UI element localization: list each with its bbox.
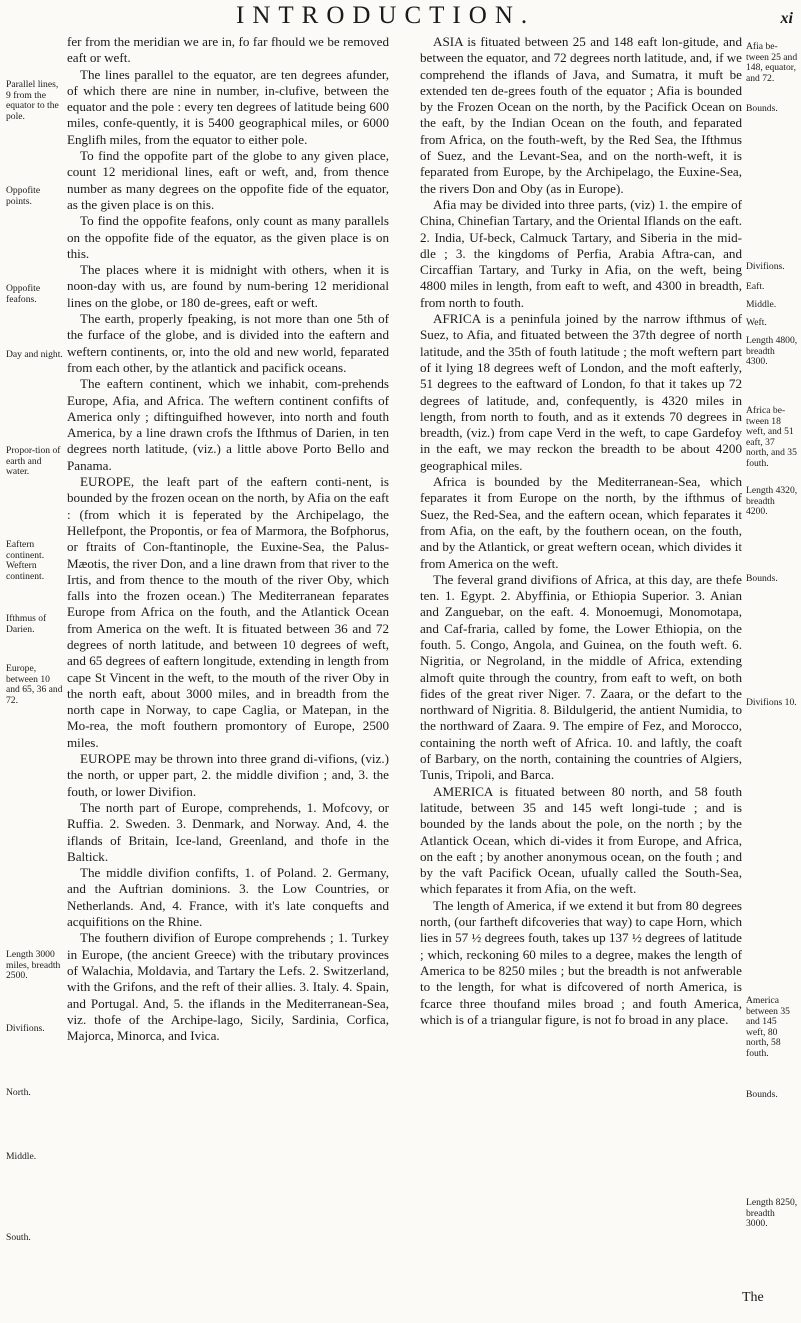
margin-note: Europe, between 10 and 65, 36 and 72. bbox=[6, 663, 63, 706]
paragraph: The fouthern divifion of Europe comprehends ; 1. Turkey in Europe, (the ancient Greece) with the tributary provinces of Walachia, Moldavia, and Tartary the Lefs. 2. Switzerland, with the Grifons, and the reft of their allies. 3. Italy. 4. Spain, and Portugal. And, 5. the iflands in the Mediterranean-Sea, viz. thofe of the Archipe-lago, Sicily, Sardinia, Corfica, Majorca, Minorca, and Ivica. bbox=[67, 930, 389, 1044]
margin-note: Middle. bbox=[746, 299, 777, 310]
margin-note: Weft. bbox=[746, 317, 767, 328]
paragraph: EUROPE may be thrown into three grand di-vifions, (viz.) the north, or upper part, 2. the middle divifion ; and, 3. the fouth, or lower Divifion. bbox=[67, 751, 389, 799]
margin-note: Afia be-tween 25 and 148, equator, and 72. bbox=[746, 41, 798, 84]
paragraph: AFRICA is a peninfula joined by the narrow ifthmus of Suez, to Afia, and fituated between the 37th degree of north latitude, and the 35th of fouth latitude ; the moft weftern part of it lying 18 degrees weft of London, and the moft eafterly, 51 degrees to the eaftward of London, fo that it takes up 72 degrees of latitude, and, confequently, is 4320 miles in length, from north to fouth, and as it extends 70 degrees in breadth, (viz.) from cape Verd in the weft, to cape Gardefoy in the eaft, we may reckon the breadth to be about 4200 geographical miles. bbox=[420, 311, 742, 473]
margin-note: Length 4800, breadth 4300. bbox=[746, 335, 798, 367]
running-title: INTRODUCTION. bbox=[236, 2, 536, 29]
paragraph: Africa is bounded by the Mediterranean-Sea, which feparates it from Europe on the north, by the ifthmus of Suez, the Red-Sea, and the eaftern ocean, which feparates it from Afia, on the eaft, by the fouthern ocean, on the fouth, and by the Atlantick, or great weftern ocean, which divides it from America on the weft. bbox=[420, 474, 742, 571]
margin-note: Bounds. bbox=[746, 103, 778, 114]
margin-note: Length 3000 miles, breadth 2500. bbox=[6, 949, 61, 981]
margin-note: Eaftern continent. Weftern continent. bbox=[6, 539, 45, 582]
margin-note: Divifions. bbox=[6, 1023, 45, 1034]
paragraph: The places where it is midnight with others, when it is noon-day with us, are found by num-bering 12 meridional lines on the globe, or 180 de-grees, eaft or weft. bbox=[67, 262, 389, 310]
margin-note: America between 35 and 145 weft, 80 north, 58 fouth. bbox=[746, 995, 790, 1059]
margin-note: Day and night. bbox=[6, 349, 63, 360]
margin-note: Ifthmus of Darien. bbox=[6, 613, 47, 635]
margin-note: Oppofite points. bbox=[6, 185, 41, 207]
paragraph: ASIA is fituated between 25 and 148 eaft lon-gitude, and between the equator, and 72 degrees north latitude, and, if we comprehend the iflands of Java, and Sumatra, it muft be extended ten de-grees fouth of the equator ; Afia is bounded by the Frozen Ocean on the north, by the Pacifick Ocean on the eaft, by the Indian Ocean on the fouth, and feparated from Africa, on the fouth-weft, by the Red Sea, the Ifthmus of Suez, and the Levant-Sea, and on the north-weft, it is feparated from Europe, by the Archipelago, the Euxine-Sea, the rivers Don and Oby (as in Europe). bbox=[420, 34, 742, 196]
margin-note: Eaft. bbox=[746, 281, 765, 292]
paragraph: Afia may be divided into three parts, (viz) 1. the empire of China, Chinefian Tartary, and the Oriental Iflands on the eaft. 2. India, Uf-beck, Calmuck Tartary, and Siberia in the mid-dle ; 3. the kingdoms of Perfia, Arabia Aftra-can, and Circaffian Tartary, and Turky in Afia, on the weft, being 4800 miles in length, from eaft to weft, and 4300 in breadth, from north to fouth. bbox=[420, 196, 742, 310]
paragraph: The length of America, if we extend it but from 80 degrees north, (our fartheft difcoveries that way) to cape Horn, which lies in 57 ½ degrees fouth, takes up 137 ½ degrees of latitude ; which, reckoning 60 miles to a degree, makes the length of America to be 8250 miles ; but the breadth is not anfwerable to the length, for what is difcovered of north America, is fcarce three thoufand miles broad ; and fouth America, which is of a triangular figure, is not fo broad in any place. bbox=[420, 897, 742, 1027]
paragraph: The earth, properly fpeaking, is not more than one 5th of the furface of the globe, and is divided into the eaftern and weftern continents, or, into the old and new world, feparated from each other, by the atlantick and pacifick oceans. bbox=[67, 311, 389, 375]
margin-note: Length 8250, breadth 3000. bbox=[746, 1197, 798, 1229]
paragraph: To find the oppofite part of the globe to any given place, count 12 meridional lines, eaft or weft, and, from thence number as many degrees on the oppofite fide of the equator, as the given place is on this. bbox=[67, 148, 389, 212]
paragraph: EUROPE, the leaft part of the eaftern conti-nent, is bounded by the frozen ocean on the north, by Afia on the eaft : (from which it is feperated by the Archipelago, the Hellefpont, the Propontis, or fea of Marmora, the Bofphorus, or ftraits of Con-ftantinople, the Euxine-Sea, the Palus-Mæotis, the river Don, and a line drawn from that river to the Irtis, and from thence to the mouth of the river Oby, which falls into the frozen ocean.) The Mediterranean feparates Europe from Africa on the fouth, and the Atlantick Ocean from America on the weft. It is fituated between 36 and 72 degrees of north latitude, and between 10 degrees of weft, and 65 degrees of eaftern longitude, extending in length from cape St Vincent in the weft, to the mouth of the river Oby in the north eaft, about 3000 miles, and in breadth from the north cape in Norway, to cape Caglia, or Matepan, in the Mo-rea, the moft fouthern promontory of Europe, 2500 miles. bbox=[67, 474, 389, 750]
paragraph: The feveral grand divifions of Africa, at this day, are thefe ten. 1. Egypt. 2. Abyffinia, or Ethiopia Superior. 3. Anian and Zanguebar, on the eaft. 4. Monoemugi, Monomotapa, and Caf-fraria, called by fome, the Lower Ethiopia, on the fouth. 5. Congo, Angola, and Guinea, on the fouth weft. 6. Nigritia, or Negroland, in the middle of Africa, extending almoft quite through the country, from eaft to weft, on both fides of the great river Niger. 7. Zaara, or the defart to the northward of Nigritia. 8. Bildulgerid, the antient Numidia, to the northward of Zaara. 9. The empire of Fez, and Morocco, containing the north weft of Africa. 10. and laftly, the coaft of Barbary, on the north, containing the countries of Algiers, Tunis, Tripoli, and Barca. bbox=[420, 571, 742, 783]
paragraph: The middle divifion confifts, 1. of Poland. 2. Germany, and the Auftrian dominions. 3. the Low Countries, or Netherlands. And, 4. France, with it's late conquefts and acquifitions on the Rhine. bbox=[67, 865, 389, 930]
left-column bbox=[67, 34, 389, 1044]
margin-note: North. bbox=[6, 1087, 31, 1098]
right-column bbox=[420, 34, 742, 1028]
margin-note: Africa be-tween 18 weft, and 51 eaft, 37 north, and 35 fouth. bbox=[746, 405, 797, 469]
margin-note: Bounds. bbox=[746, 573, 778, 584]
paragraph: The eaftern continent, which we inhabit, com-prehends Europe, Afia, and Africa. The weftern continent confifts of America only ; diftinguifhed however, into north and fouth America, by a line drawn crofs the Ifthmus of Darien, in ten degrees north latitude, (viz.) a little above Porto Bello and Panama. bbox=[67, 376, 389, 473]
paragraph: The lines parallel to the equator, are ten degrees afunder, of which there are nine in number, in-clufive, between the equator and the pole : every ten degrees of latitude being 600 miles, confe-quently, it is 5400 geographical miles, or 6000 Englifh miles, from the equator to either pole. bbox=[67, 66, 389, 147]
margin-note: Length 4320, breadth 4200. bbox=[746, 485, 798, 517]
margin-note: Divifions. bbox=[746, 261, 785, 272]
margin-note: Middle. bbox=[6, 1151, 37, 1162]
margin-note: Divifions 10. bbox=[746, 697, 797, 708]
paragraph: fer from the meridian we are in, fo far fhould we be removed eaft or weft. bbox=[67, 34, 389, 66]
margin-note: South. bbox=[6, 1232, 31, 1243]
margin-note: Bounds. bbox=[746, 1089, 778, 1100]
margin-note: Oppofite feafons. bbox=[6, 283, 41, 305]
margin-note: Propor-tion of earth and water. bbox=[6, 445, 61, 477]
catchword: The bbox=[742, 1290, 764, 1305]
paragraph: AMERICA is fituated between 80 north, and 58 fouth latitude, between 35 and 145 weft longi-tude ; and is bounded by the lands about the pole, on the north ; by the Atlantick Ocean, which di-vides it from Europe, and Africa, on the eaft ; by another anonymous ocean, on the fouth ; and by the vaft Pacifick Ocean, ufually called the South-Sea, which feparates it from Afia, on the weft. bbox=[420, 783, 742, 897]
paragraph: The north part of Europe, comprehends, 1. Mofcovy, or Ruffia. 2. Sweden. 3. Denmark, and Norway. And, 4. the iflands of Britain, Ice-land, Greenland, and thofe in the Baltick. bbox=[67, 799, 389, 864]
paragraph: To find the oppofite feafons, only count as many parallels on the oppofite fide of the equator, as the given place is on this. bbox=[67, 213, 389, 261]
margin-note: Parallel lines, 9 from the equator to the pole. bbox=[6, 79, 59, 122]
page-number: xi bbox=[780, 10, 793, 27]
